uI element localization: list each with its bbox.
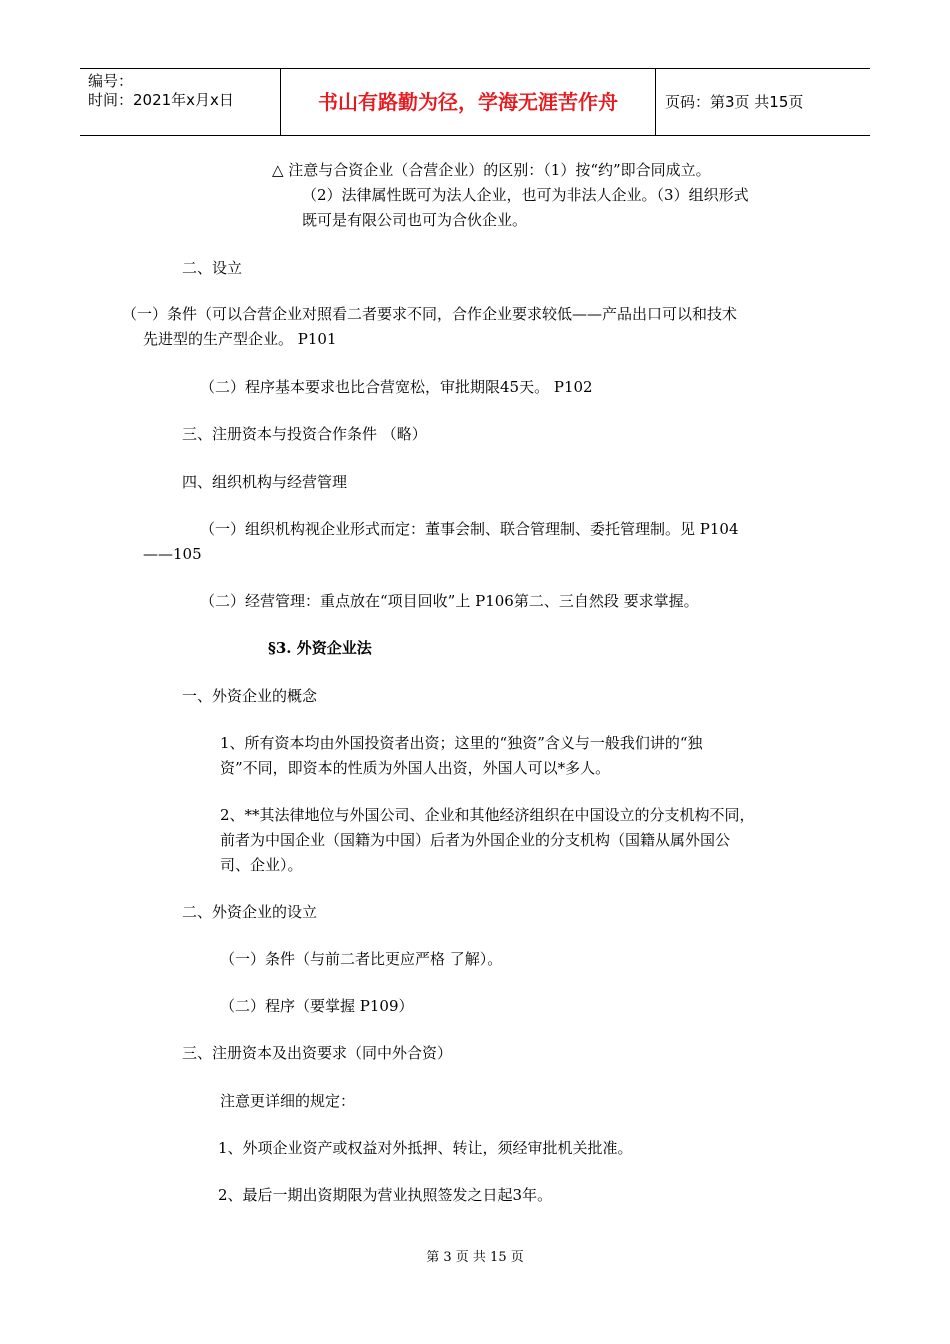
body-line: （一）组织机构视企业形式而定：董事会制、联合管理制、委托管理制。见 P104 xyxy=(200,520,739,538)
body-line: 1、所有资本均由外国投资者出资；这里的“独资”含义与一般我们讲的“独 xyxy=(220,734,703,752)
body-line: （一）条件（可以合营企业对照看二者要求不同，合作企业要求较低——产品出口可以和技术 xyxy=(122,305,738,323)
body-line: （二）经营管理：重点放在“项目回收”上 P106第二、三自然段 要求掌握。 xyxy=(200,592,699,610)
body-line: ——105 xyxy=(143,545,202,563)
section-heading: 二、设立 xyxy=(182,259,243,277)
body-line: （一）条件（与前二者比更应严格 了解）。 xyxy=(220,950,503,968)
body-line: △ 注意与合资企业（合营企业）的区别：（1）按“约”即合同成立。 xyxy=(272,161,711,179)
body-line: 资”不同，即资本的性质为外国人出资，外国人可以*多人。 xyxy=(220,759,611,777)
section-heading: 二、外资企业的设立 xyxy=(182,903,318,921)
section-heading: 三、注册资本及出资要求（同中外合资） xyxy=(182,1044,453,1062)
page-footer: 第 3 页 共 15 页 xyxy=(426,1250,524,1265)
body-line: 先进型的生产型企业。 P101 xyxy=(143,330,337,348)
body-line: （二）程序基本要求也比合营宽松，审批期限45天。 P102 xyxy=(200,378,593,396)
header-page-label: 页码：第3页 共15页 xyxy=(665,93,804,111)
body-line: （二）程序（要掌握 P109） xyxy=(220,997,414,1015)
section-heading: 四、组织机构与经营管理 xyxy=(182,473,348,491)
body-line: 1、外项企业资产或权益对外抵押、转让，须经审批机关批准。 xyxy=(218,1139,633,1157)
header-number-label: 编号： xyxy=(88,72,134,90)
body-line: 2、**其法律地位与外国公司、企业和其他经济组织在中国设立的分支机构不同， xyxy=(220,806,755,824)
chapter-heading: §3. 外资企业法 xyxy=(268,639,372,657)
header-meta xyxy=(80,69,281,135)
body-line: 注意更详细的规定： xyxy=(220,1092,356,1110)
header-motto: 书山有路勤为径，学海无涯苦作舟 xyxy=(281,69,656,135)
body-line: 既可是有限公司也可为合伙企业。 xyxy=(302,211,528,229)
page-header xyxy=(80,68,870,136)
section-heading: 三、注册资本与投资合作条件 （略） xyxy=(182,425,427,443)
section-heading: 一、外资企业的概念 xyxy=(182,687,318,705)
body-line: （2）法律属性既可为法人企业，也可为非法人企业。（3）组织形式 xyxy=(302,186,749,204)
body-line: 2、最后一期出资期限为营业执照签发之日起3年。 xyxy=(218,1186,553,1204)
body-line: 前者为中国企业（国籍为中国）后者为外国企业的分支机构（国籍从属外国公 xyxy=(220,831,731,849)
header-time-label: 时间：2021年x月x日 xyxy=(88,91,234,109)
body-line: 司、企业）。 xyxy=(220,856,303,874)
